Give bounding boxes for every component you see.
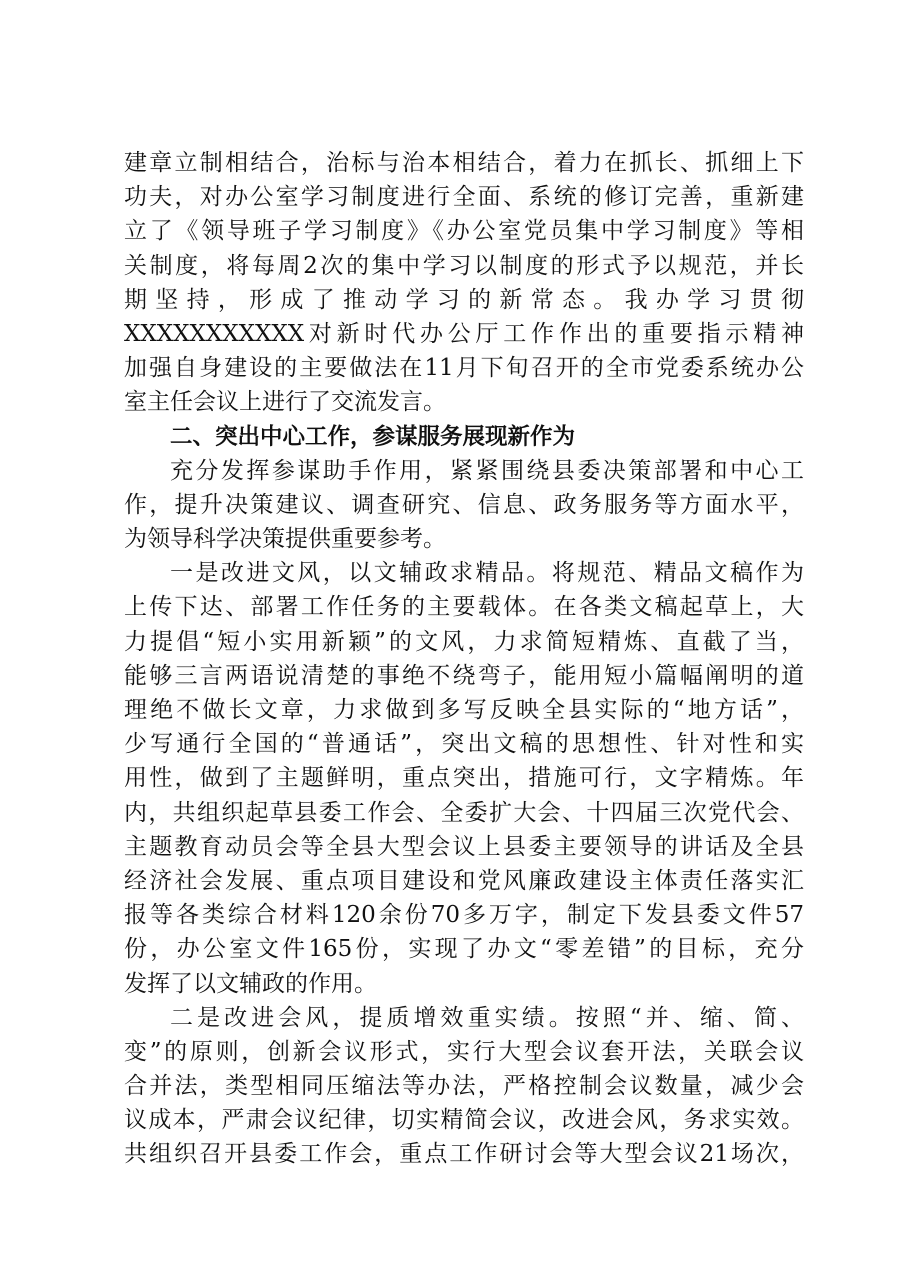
body-line: 能够三言两语说清楚的事绝不绕弯子，能用短小篇幅阐明的道: [124, 662, 804, 689]
document-body: [124, 146, 804, 1172]
body-line: 内，共组织起草县委工作会、全委扩大会、十四届三次党代会、: [124, 799, 804, 826]
body-line: 经济社会发展、重点项目建设和党风廉政建设主体责任落实汇: [124, 867, 804, 894]
body-line: 变”的原则，创新会议形式，实行大型会议套开法，关联会议: [124, 1038, 804, 1065]
body-line: 一是改进文风，以文辅政求精品。将规范、精品文稿作为: [170, 560, 804, 587]
body-line: 理绝不做长文章，力求做到多写反映全县实际的“地方话”，: [124, 697, 804, 723]
body-line: 立了《领导班子学习制度》《办公室党员集中学习制度》等相: [124, 218, 804, 245]
body-line: 为领导科学决策提供重要参考。: [124, 526, 446, 553]
body-line: 合并法，类型相同压缩法等办法，严格控制会议数量，减少会: [124, 1073, 804, 1100]
body-line: 上传下达、部署工作任务的主要载体。在各类文稿起草上，大: [124, 594, 804, 621]
body-line: 主题教育动员会等全县大型会议上县委主要领导的讲话及全县: [124, 833, 804, 860]
body-line: 建章立制相结合，治标与治本相结合，着力在抓长、抓细上下: [124, 150, 804, 176]
body-line: 期坚持，形成了推动学习的新常态。我办学习贯彻: [124, 286, 804, 313]
body-line: XXXXXXXXXXX对新时代办公厅工作作出的重要指示精神: [124, 320, 804, 347]
body-line: 用性，做到了主题鲜明，重点突出，措施可行，文字精炼。年: [124, 765, 804, 792]
body-line: 关制度，将每周2次的集中学习以制度的形式予以规范，并长: [124, 252, 804, 279]
body-line: 功夫，对办公室学习制度进行全面、系统的修订完善，重新建: [124, 184, 804, 211]
body-line: 充分发挥参谋助手作用，紧紧围绕县委决策部署和中心工: [170, 457, 804, 484]
section-heading: 二、突出中心工作，参谋服务展现新作为: [170, 423, 576, 450]
body-line: 作，提升决策建议、调查研究、信息、政务服务等方面水平，: [124, 491, 804, 518]
body-line: 份，办公室文件165份，实现了办文“零差错”的目标，充分: [124, 936, 804, 963]
body-line: 报等各类综合材料120余份70多万字，制定下发县委文件57: [124, 902, 804, 929]
body-line: 少写通行全国的“普通话”，突出文稿的思想性、针对性和实: [124, 731, 804, 758]
body-line: 力提倡“短小实用新颖”的文风，力求简短精炼、直截了当，: [124, 628, 804, 655]
body-line: 发挥了以文辅政的作用。: [124, 970, 377, 997]
body-line: 室主任会议上进行了交流发言。: [124, 389, 446, 416]
body-line: 加强自身建设的主要做法在11月下旬召开的全市党委系统办公: [124, 355, 804, 382]
body-line: 共组织召开县委工作会，重点工作研讨会等大型会议21场次，: [124, 1141, 804, 1168]
body-line: 二是改进会风，提质增效重实绩。按照“并、缩、简、: [170, 1004, 804, 1031]
body-line: 议成本，严肃会议纪律，切实精简会议，改进会风，务求实效。: [124, 1107, 804, 1134]
